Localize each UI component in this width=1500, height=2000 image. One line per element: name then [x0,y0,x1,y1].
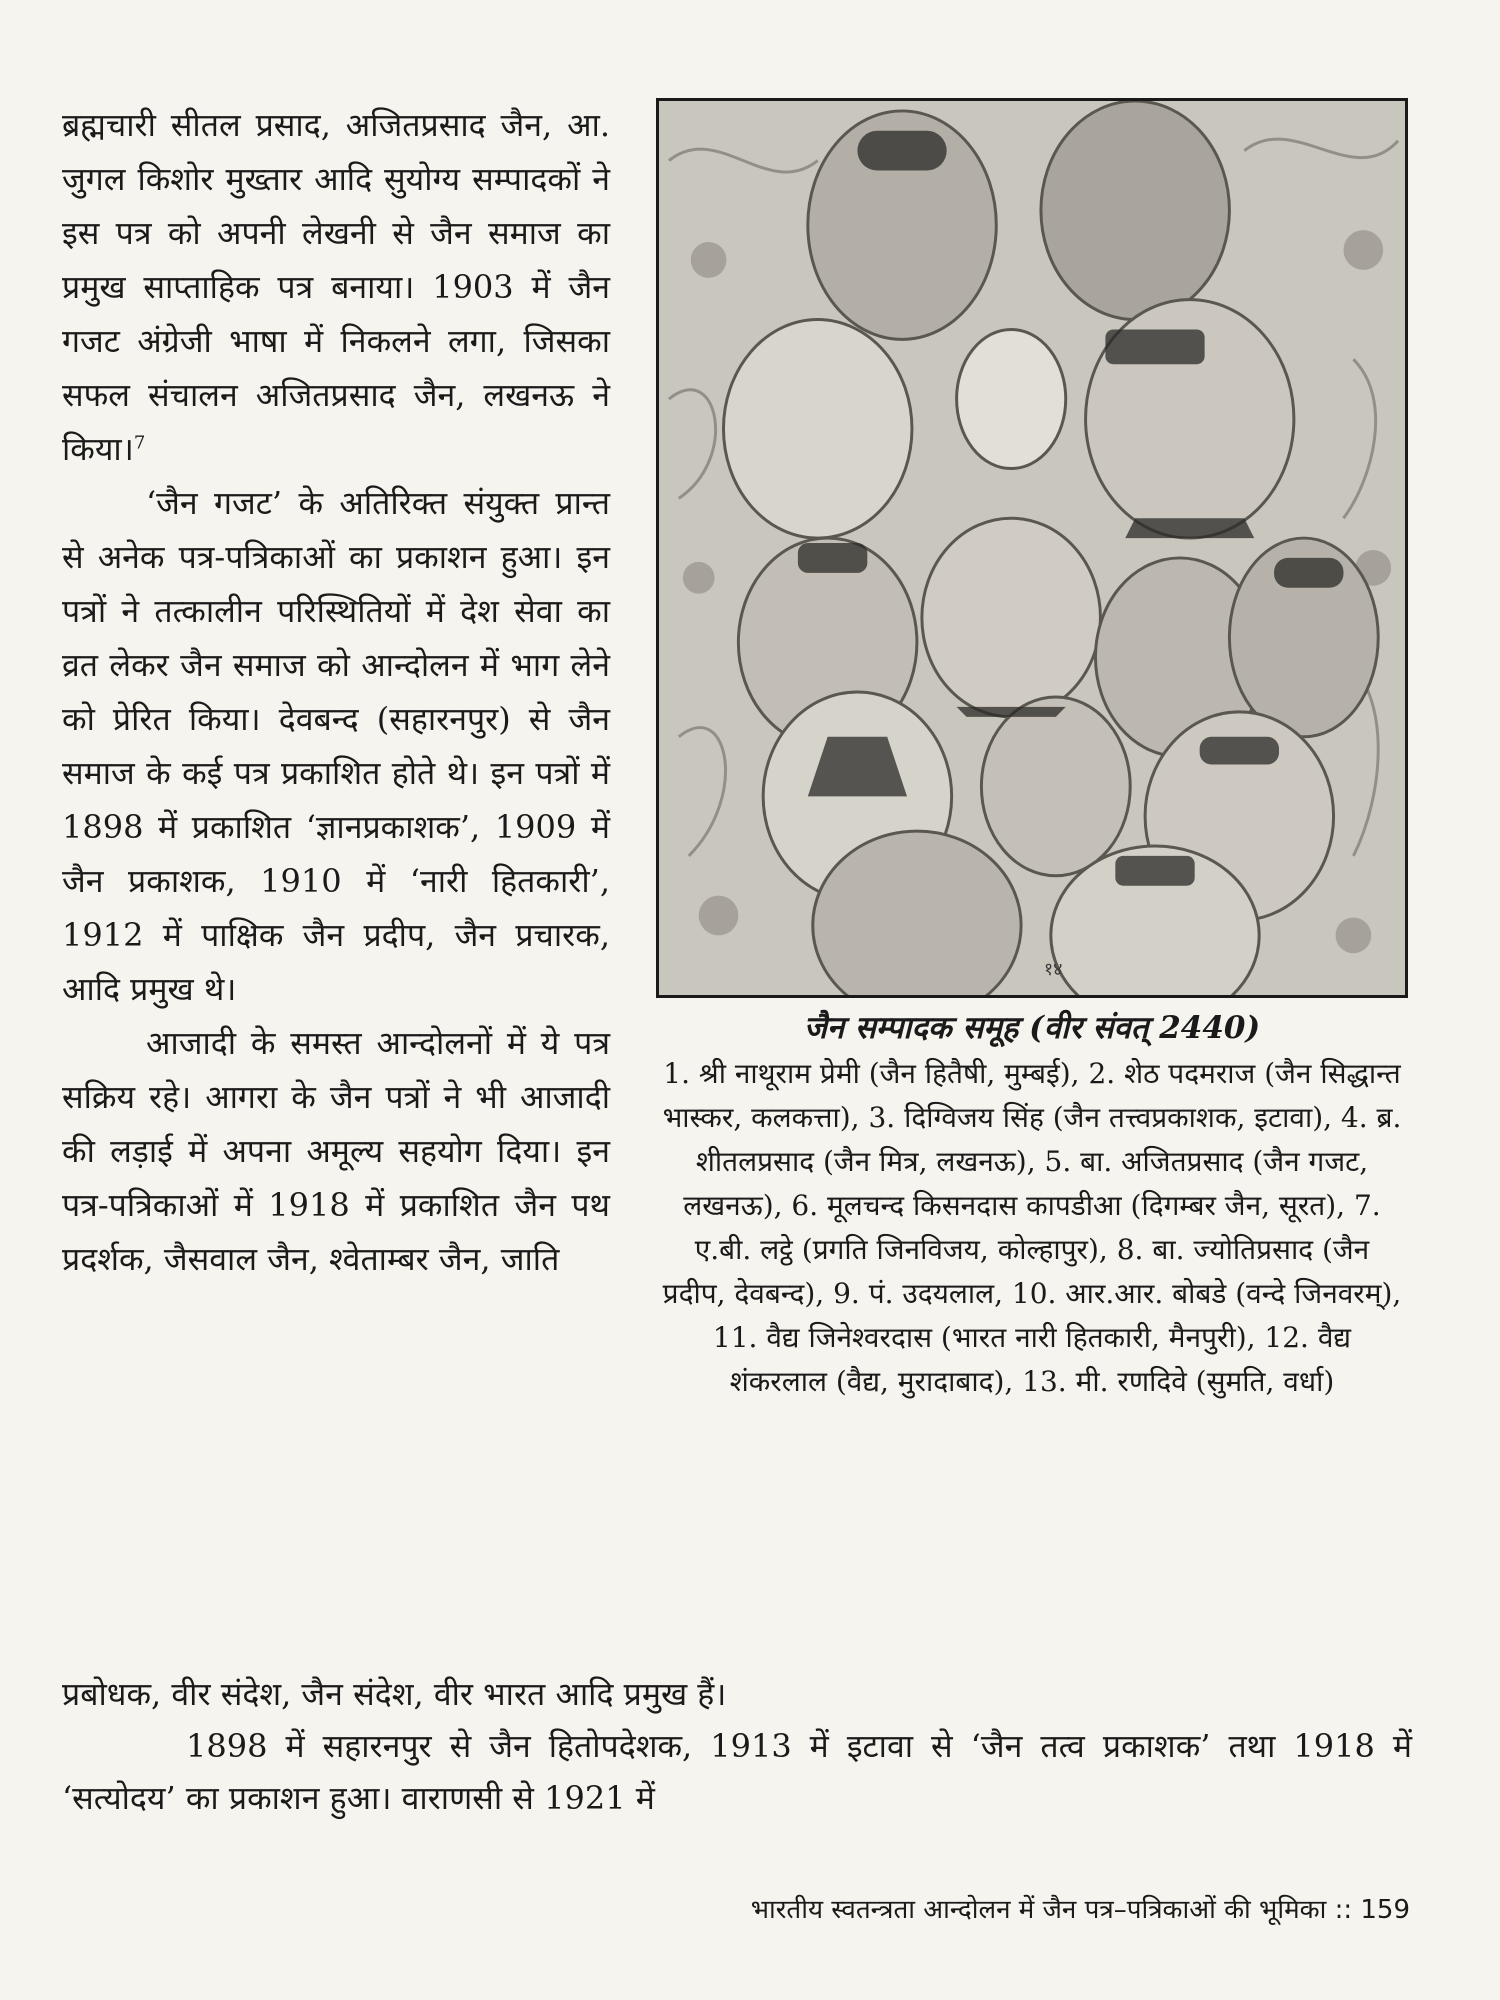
paragraph-3: आजादी के समस्त आन्दोलनों में ये पत्र सक्रिय रहे। आगरा के जैन पत्रों ने भी आजादी की लड़ाई में अपना अमूल्य सहयोग दिया। इन पत्र-पत्रिकाओं में 1918 में प्रकाशित जैन पथ प्रदर्शक, जैसवाल जैन, श्वेताम्बर जैन, जाति [62,1024,610,1278]
left-text-column [62,98,610,1286]
paragraph-3-continuation: प्रबोधक, वीर संदेश, जैन संदेश, वीर भारत आदि प्रमुख हैं। [62,1675,727,1713]
paragraph-2: ‘जैन गजट’ के अतिरिक्त संयुक्त प्रान्त से अनेक पत्र-पत्रिकाओं का प्रकाशन हुआ। इन पत्रों ने तत्कालीन परिस्थितियों में देश सेवा का व्रत लेकर जैन समाज को आन्दोलन में भाग लेने को प्रेरित किया। देवबन्द (सहारनपुर) से जैन समाज के कई पत्र प्रकाशित होते थे। इन पत्रों में 1898 में प्रकाशित ‘ज्ञानप्रकाशक’, 1909 में जैन प्रकाशक, 1910 में ‘नारी हितकारी’, 1912 में पाक्षिक जैन प्रदीप, जैन प्रचारक, आदि प्रमुख थे। [62,484,610,1008]
photo-illustration [659,101,1405,995]
paragraph-4: 1898 में सहारनपुर से जैन हितोपदेशक, 1913 में इटावा से ‘जैन तत्व प्रकाशक’ तथा 1918 में ‘सत्योदय’ का प्रकाशन हुआ। वाराणसी से 1921 में [62,1727,1412,1817]
photo-caption-list: 1. श्री नाथूराम प्रेमी (जैन हितैषी, मुम्बई), 2. शेठ पदमराज (जैन सिद्धान्त भास्कर, कलकत्ता), 3. दिग्विजय सिंह (जैन तत्त्वप्रकाशक, इटावा), 4. ब्र. शीतलप्रसाद (जैन मित्र, लखनऊ), 5. बा. अजितप्रसाद (जैन गजट, लखनऊ), 6. मूलचन्द किसनदास कापडीआ (दिगम्बर जैन, सूरत), 7. ए.बी. लट्ठे (प्रगति जिनविजय, कोल्हापुर), 8. बा. ज्योतिप्रसाद (जैन प्रदीप, देवबन्द), 9. पं. उदयलाल, 10. आर.आर. बोबडे (वन्दे जिनवरम्), 11. वैद्य जिनेश्वरदास (भारत नारी हितकारी, मैनपुरी), 12. वैद्य शंकरलाल (वैद्य, मुरादाबाद), 13. मी. रणदिवे (सुमति, वर्धा) [662,1057,1402,1398]
photo-caption-title: जैन सम्पादक समूह (वीर संवत् 2440) [803,1010,1261,1046]
full-width-text [62,1668,1412,1824]
paragraph-1 [62,98,610,476]
group-portrait-photo [656,98,1408,998]
paragraph-1-text: ब्रह्मचारी सीतल प्रसाद, अजितप्रसाद जैन, आ. जुगल किशोर मुख्तार आदि सुयोग्य सम्पादकों ने इस पत्र को अपनी लेखनी से जैन समाज का प्रमुख साप्ताहिक पत्र बनाया। 1903 में जैन गजट अंग्रेजी भाषा में निकलने लगा, जिसका सफल संचालन अजितप्रसाद जैन, लखनऊ ने किया। [62,106,610,468]
page-footer: भारतीय स्वतन्त्रता आन्दोलन में जैन पत्र–पत्रिकाओं की भूमिका :: 159 [750,1895,1410,1925]
photo-small-label: १४ [1043,959,1063,981]
footnote-marker: 7 [133,432,146,454]
